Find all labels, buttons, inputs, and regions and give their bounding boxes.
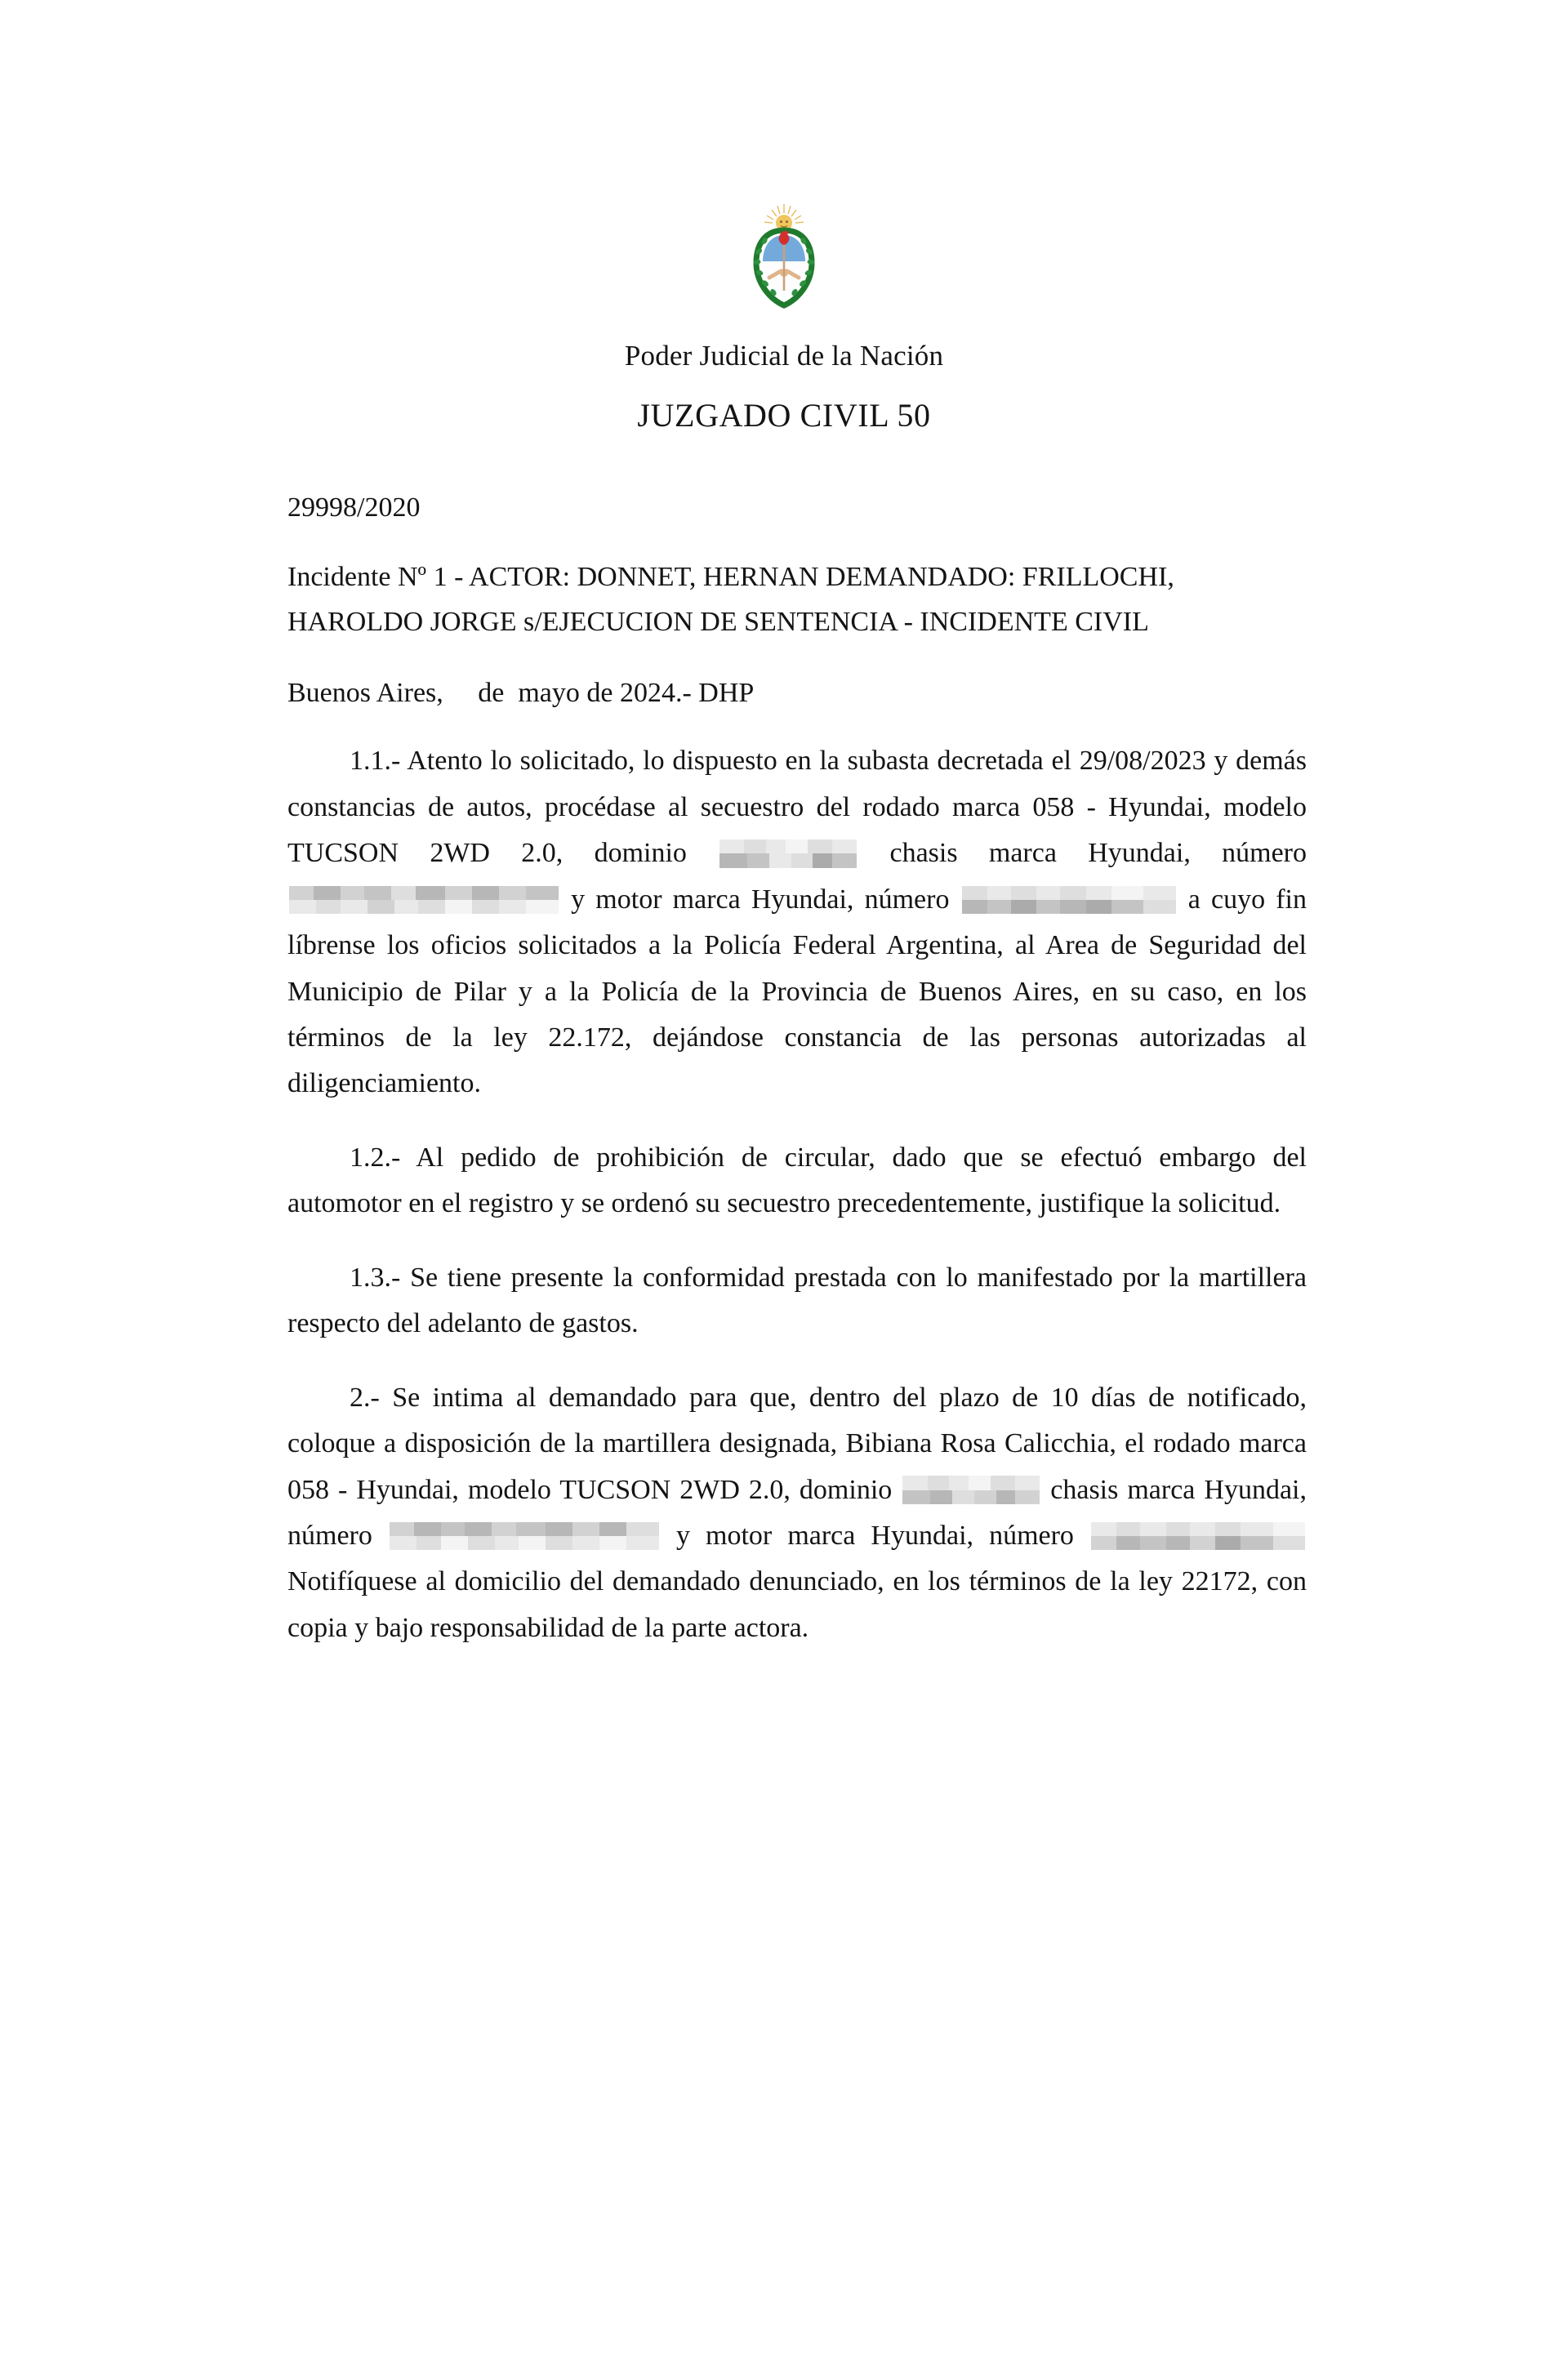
paragraph-2: [287, 1375, 1307, 1652]
paragraph-1-2: 1.2.- Al pedido de prohibición de circular, dado que se efectuó embargo del automotor en el registro y se ordenó su secuestro precedentemente, justifique la solicitud.: [287, 1142, 1307, 1219]
paragraph-1-1-text-c: y motor marca Hyundai, número: [560, 884, 960, 915]
case-number: 29998/2020: [287, 492, 421, 523]
document-body: [0, 487, 1568, 1651]
redacted-license-plate: [719, 839, 857, 868]
argentina-coat-of-arms-icon: [745, 203, 823, 309]
paragraph-2-text-b: chasis marca Hyundai, número: [287, 1474, 1307, 1551]
court-name: JUZGADO CIVIL 50: [637, 397, 931, 434]
redacted-chassis-number: [390, 1522, 659, 1551]
paragraph-1-1-text-a: 1.1.- Atento lo solicitado, lo dispuesto en la subasta decretada el 29/08/2023 y demás constancias de autos, procédase al secuestro del rodado marca 058 - Hyundai, modelo TUCSON 2WD 2.0, dominio: [287, 746, 1307, 869]
dateline: Buenos Aires, de mayo de 2024.- DHP: [287, 678, 755, 709]
paragraph-2-text-a: 2.- Se intima al demandado para que, dentro del plazo de 10 días de notificado, coloque a disposición de la martillera designada, Bibiana Rosa Calicchia, el rodado marca 058 - Hyundai, modelo TUCSON 2WD 2.0, dominio: [287, 1382, 1307, 1505]
redacted-chassis-number: [289, 886, 559, 915]
paragraph-1-1-text-d: a cuyo fin líbrense los oficios solicitados a la Policía Federal Argentina, al Area de Seguridad del Municipio de Pilar y a la Policía de la Provincia de Buenos Aires, en su caso, en los términos de la ley 22.172, dejándose constancia de las personas autorizadas al diligenciamiento.: [287, 884, 1307, 1099]
paragraph-1-1: [287, 738, 1307, 1107]
case-caption: Incidente Nº 1 - ACTOR: DONNET, HERNAN DEMANDADO: FRILLOCHI, HAROLDO JORGE s/EJECUCION DE SENTENCIA - INCIDENTE CIVIL: [287, 562, 1174, 638]
document-header: [0, 0, 1568, 434]
paragraph-2-text-c: y motor marca Hyundai, número: [660, 1520, 1089, 1551]
organization-name: Poder Judicial de la Nación: [624, 340, 944, 372]
redacted-engine-number: [962, 886, 1176, 915]
paragraph-1-3: 1.3.- Se tiene presente la conformidad prestada con lo manifestado por la martillera respecto del adelanto de gastos.: [287, 1262, 1307, 1339]
paragraph-1-1-text-b: chasis marca Hyundai, número: [858, 838, 1307, 869]
paragraph-2-text-d: Notifíquese al domicilio del demandado denunciado, en los términos de la ley 22172, con copia y bajo responsabilidad de la parte actora.: [287, 1566, 1307, 1643]
redacted-license-plate: [902, 1476, 1040, 1504]
redacted-engine-number: [1091, 1522, 1305, 1551]
